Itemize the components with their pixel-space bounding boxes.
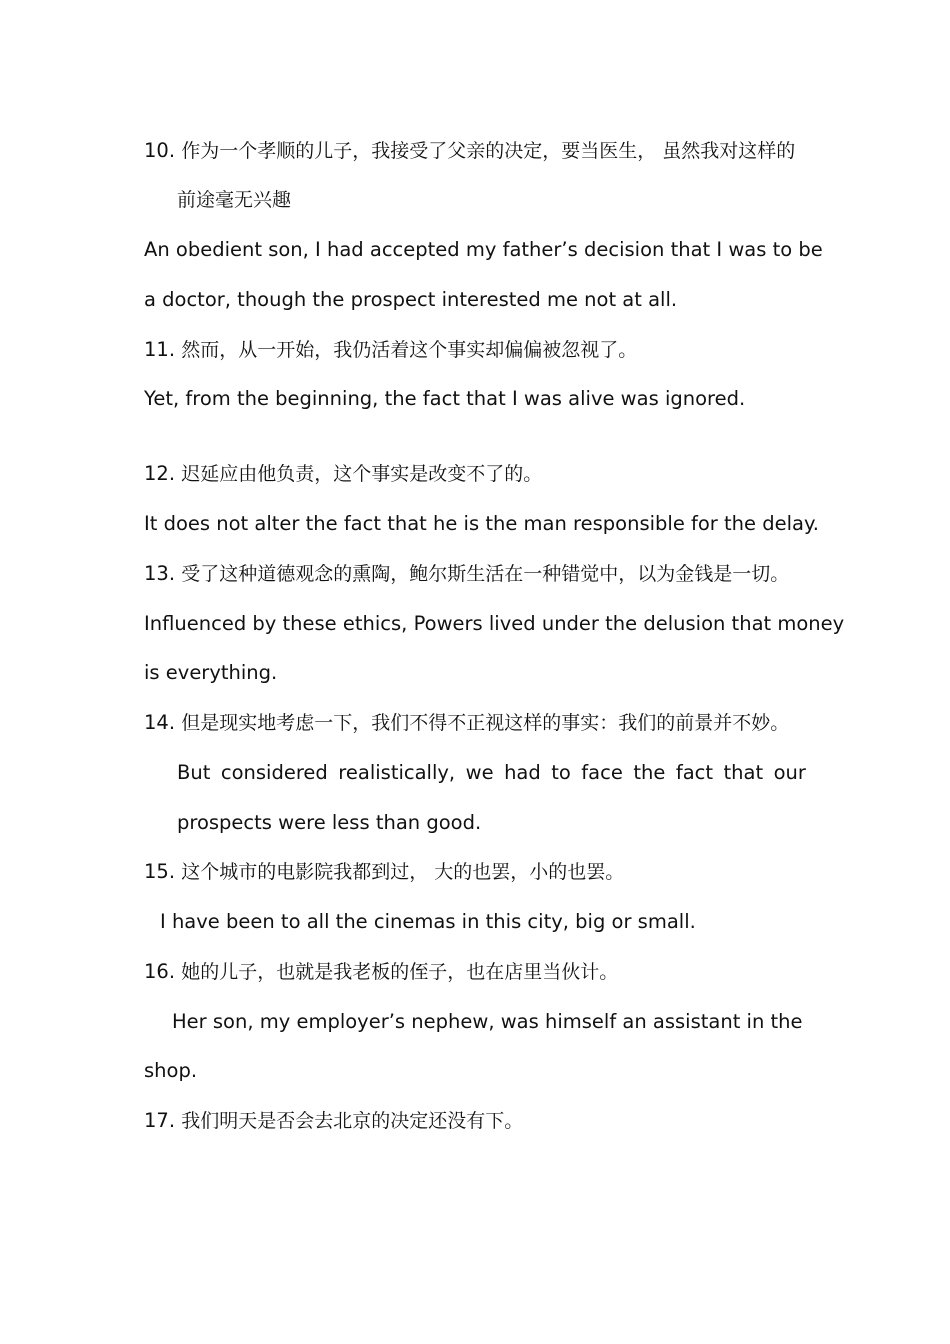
item-13-number: 13. (144, 562, 176, 585)
item-14-number: 14. (144, 711, 176, 734)
item-14-word: had (504, 761, 541, 784)
item-14-word: face (581, 761, 623, 784)
item-16-number: 16. (144, 960, 176, 983)
item-15-number: 15. (144, 860, 176, 883)
item-16-chinese: 她的儿子，也就是我老板的侄子，也在店里当伙计。 (181, 961, 619, 983)
item-15-chinese: 这个城市的电影院我都到过， 大的也罢，小的也罢。 (181, 861, 625, 883)
item-14-word: the (633, 761, 666, 784)
item-14-word: we (465, 761, 494, 784)
item-10-chinese: 作为一个孝顺的儿子，我接受了父亲的决定，要当医生， 虽然我对这样的 (181, 140, 796, 162)
item-10-number: 10. (144, 139, 176, 162)
item-14-en-line-2: prospects were less than good. (177, 811, 482, 834)
item-15-en-line: I have been to all the cinemas in this city, big or small. (160, 910, 696, 933)
item-14-word: realistically, (338, 761, 456, 784)
item-10-en-line-2: a doctor, though the prospect interested me not at all. (144, 288, 678, 311)
item-10-zh-line-2: 前途毫无兴趣 (177, 189, 292, 211)
item-14-zh-line (144, 710, 789, 736)
item-14-chinese: 但是现实地考虑一下，我们不得不正视这样的事实：我们的前景并不妙。 (181, 712, 790, 734)
item-12-number: 12. (144, 462, 176, 485)
item-13-chinese: 受了这种道德观念的熏陶，鲍尔斯生活在一种错觉中，以为金钱是一切。 (181, 563, 790, 585)
item-10-en-line-1: An obedient son, I had accepted my father’s decision that I was to be (144, 238, 823, 261)
item-16-en-line-1: Her son, my employer’s nephew, was himself an assistant in the (172, 1010, 803, 1033)
item-11-zh-line (144, 337, 637, 363)
item-14-word: But (177, 761, 211, 784)
item-17-number: 17. (144, 1109, 176, 1132)
item-17-zh-line (144, 1108, 523, 1134)
item-13-en-line-1: Influenced by these ethics, Powers lived under the delusion that money (144, 612, 845, 635)
item-16-zh-line (144, 959, 618, 985)
item-13-en-line-2: is everything. (144, 661, 278, 684)
item-14-word: our (773, 761, 806, 784)
item-14-word: fact (675, 761, 714, 784)
item-10-zh-line-1 (144, 138, 795, 164)
item-11-en-line: Yet, from the beginning, the fact that I was alive was ignored. (144, 387, 746, 410)
item-12-en-line: It does not alter the fact that he is the man responsible for the delay. (144, 512, 819, 535)
item-11-chinese: 然而，从一开始，我仍活着这个事实却偏偏被忽视了。 (181, 339, 638, 361)
item-14-en-line-1 (177, 760, 806, 786)
item-13-zh-line (144, 561, 789, 587)
item-15-zh-line (144, 859, 624, 885)
item-17-chinese: 我们明天是否会去北京的决定还没有下。 (181, 1110, 524, 1132)
item-14-word: to (551, 761, 571, 784)
item-14-word: considered (220, 761, 328, 784)
item-14-word: that (723, 761, 764, 784)
item-12-zh-line (144, 461, 542, 487)
item-16-en-line-2: shop. (144, 1059, 198, 1082)
item-12-chinese: 迟延应由他负责，这个事实是改变不了的。 (181, 463, 543, 485)
item-11-number: 11. (144, 338, 176, 361)
